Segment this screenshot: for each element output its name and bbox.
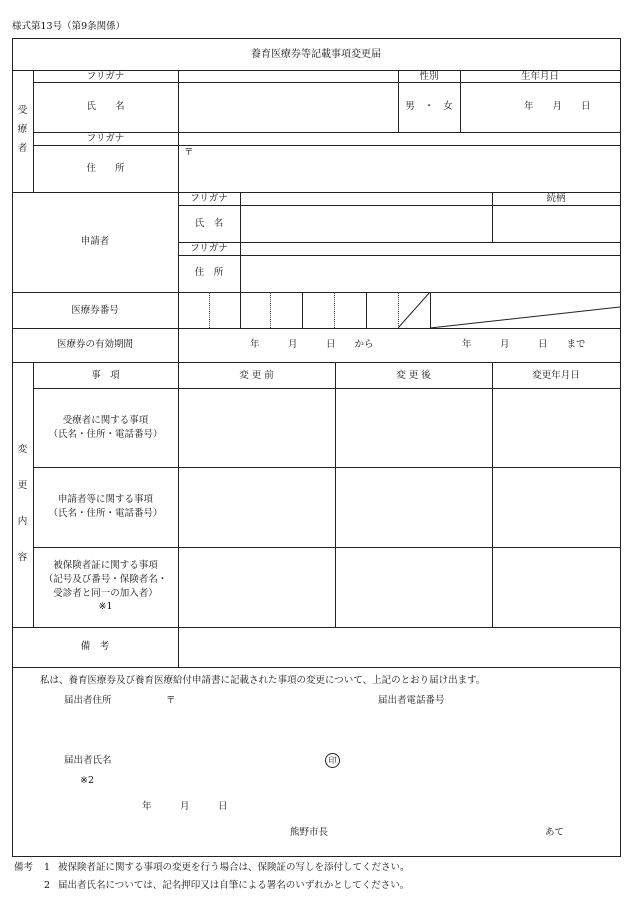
addressee: 熊野市長	[290, 827, 329, 838]
declarant-name-label: 届出者氏名	[64, 755, 112, 766]
form-title: 養育医療券等記載事項変更届	[251, 49, 381, 60]
relation-label: 続柄	[546, 193, 566, 204]
footnotes-label: 備考	[14, 862, 34, 873]
gender-label: 性別	[419, 71, 439, 82]
relation-field[interactable]	[493, 206, 619, 241]
table-rule	[492, 362, 493, 627]
table-rule	[12, 192, 620, 193]
recipient-side-label: 受 療 者	[17, 105, 28, 154]
applicant-name-label: 氏 名	[194, 218, 224, 229]
recipient-address-label: 住 所	[86, 163, 125, 174]
declarant-phone-field[interactable]	[460, 690, 610, 712]
declarant-postal-mark: 〒	[166, 695, 176, 706]
seal-mark: 印	[325, 753, 340, 768]
changes-header-date: 変更年月日	[532, 370, 580, 381]
form-number: 様式第13号（第9条関係）	[12, 21, 126, 32]
applicant-address-label: 住 所	[194, 267, 224, 278]
declaration-text: 私は、養育医療券及び養育医療給付申請書に記載された事項の変更について、上記のとおり届け出ます。	[40, 675, 486, 686]
changes-header-after: 変 更 後	[396, 370, 431, 381]
applicant-name-field[interactable]	[241, 206, 491, 241]
addressee-ate: あて	[545, 827, 565, 838]
footnote-2-text: 届出者氏名については、記名押印又は自筆による署名のいずれかとしてください。	[58, 880, 410, 891]
ticket-number-label: 医療券番号	[71, 305, 119, 316]
declarant-address-label: 届出者住所	[64, 695, 112, 706]
dob-format: 年 月 日	[524, 101, 591, 112]
applicant-label: 申請者	[80, 236, 110, 247]
changes-side-label: 変 更 内 容	[17, 444, 28, 563]
table-rule	[12, 362, 620, 363]
table-rule	[33, 70, 34, 192]
table-rule	[178, 328, 179, 362]
validity-from: 年 月 日 から	[250, 339, 374, 350]
table-rule	[33, 388, 620, 389]
ticket-number-field[interactable]	[179, 293, 429, 327]
table-rule	[335, 362, 336, 627]
dob-label: 生年月日	[520, 71, 559, 82]
validity-to: 年 月 日 まで	[462, 339, 586, 350]
remarks-label: 備 考	[80, 641, 110, 652]
table-rule	[12, 667, 620, 668]
gender-options[interactable]: 男 ・ 女	[405, 101, 453, 112]
recipient-address-field[interactable]	[196, 146, 619, 191]
declarant-name-field[interactable]	[120, 750, 315, 772]
changes-header-before: 変 更 前	[239, 370, 274, 381]
footnote-1-text: 被保険者証に関する事項の変更を行う場合は、保険証の写しを添付してください。	[58, 862, 410, 873]
declarant-address-field[interactable]	[190, 690, 360, 712]
table-rule	[178, 242, 620, 243]
changes-header-item: 事 項	[91, 370, 120, 381]
table-rule	[33, 467, 620, 468]
recipient-postal-mark: 〒	[184, 147, 194, 158]
recipient-furigana-label: フリガナ	[86, 71, 125, 82]
footnote-1-num: 1	[44, 862, 51, 873]
change-row-recipient: 受療者に関する事項 （氏名・住所・電話番号）	[48, 415, 163, 440]
applicant-address-furigana-label: フリガナ	[190, 243, 228, 254]
recipient-address-furigana-label: フリガナ	[86, 133, 125, 144]
validity-label: 医療券の有効期間	[56, 339, 133, 350]
change-row-insurance: 被保険者証に関する事項 （記号及び番号・保険者名・ 受診者と同一の加入者） ※1	[43, 560, 168, 613]
applicant-address-field[interactable]	[241, 256, 619, 291]
table-rule	[33, 547, 620, 548]
applicant-furigana-label: フリガナ	[190, 193, 228, 204]
recipient-name-label: 氏 名	[86, 101, 125, 112]
ticket-number-diagonals	[398, 292, 620, 329]
remarks-field[interactable]	[179, 628, 619, 666]
change-row-applicant: 申請者等に関する事項 （氏名・住所・電話番号）	[48, 494, 163, 519]
footnote-2-num: 2	[44, 880, 51, 891]
declarant-phone-label: 届出者電話番号	[378, 695, 445, 706]
declaration-date: 年 月 日	[142, 801, 228, 812]
note-mark-2: ※2	[80, 775, 95, 786]
recipient-name-field[interactable]	[179, 83, 397, 131]
table-rule	[178, 362, 179, 627]
